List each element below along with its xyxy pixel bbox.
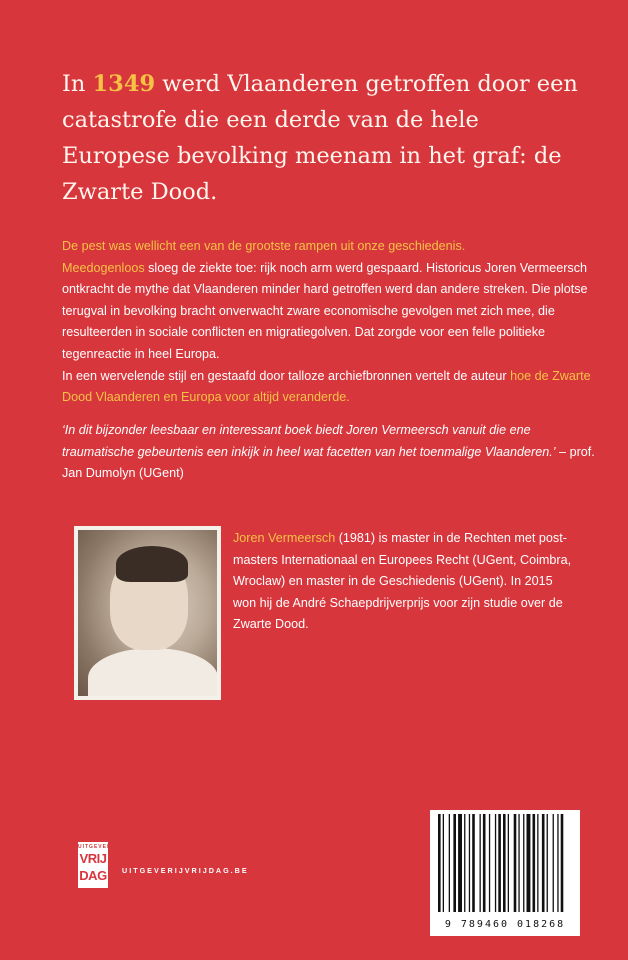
barcode-bar xyxy=(449,814,450,912)
barcode-bar xyxy=(498,814,501,912)
blurb-sentence-3: In een wervelende stijl en gestaafd door talloze archiefbronnen vertelt de auteur xyxy=(62,368,511,383)
barcode-bar xyxy=(489,814,490,912)
barcode-bars xyxy=(438,814,572,912)
barcode-bar xyxy=(523,814,524,912)
barcode-bar xyxy=(547,814,548,912)
barcode-bar xyxy=(458,814,462,912)
barcode-bar xyxy=(495,814,496,912)
barcode-bar xyxy=(453,814,456,912)
blurb-highlight-word: Meedogenloos xyxy=(62,260,145,275)
quote-attribution: – prof. Jan Dumolyn (UGent) xyxy=(62,444,595,481)
barcode-bar xyxy=(537,814,538,912)
isbn-barcode xyxy=(430,810,580,936)
barcode-bar xyxy=(438,814,441,912)
barcode-bar xyxy=(533,814,536,912)
barcode-bar xyxy=(518,814,519,912)
intro-prefix: In xyxy=(62,71,93,97)
barcode-bar xyxy=(469,814,470,912)
author-name: Joren Vermeersch xyxy=(233,531,336,545)
barcode-bar xyxy=(527,814,531,912)
review-quote xyxy=(62,420,602,485)
barcode-bar xyxy=(480,814,481,912)
author-bio xyxy=(233,528,573,636)
author-shoulders xyxy=(88,648,217,696)
blurb-sentence-1: De pest was wellicht een van de grootste rampen uit onze geschiedenis. xyxy=(62,239,466,253)
logo-top-text: UITGEVERIJ xyxy=(78,844,118,850)
quote-text: ‘In dit bijzonder leesbaar en interessant boek biedt Joren Vermeersch vanuit die ene traumatische gebeurtenis een inkijk in heel wat facetten van het toenmalige Vlaanderen.’ xyxy=(62,423,556,459)
barcode-bar xyxy=(514,814,517,912)
barcode-bar xyxy=(443,814,444,912)
logo-line-1: VRIJ xyxy=(79,851,107,866)
publisher-logo xyxy=(78,842,118,888)
publisher-website: UITGEVERIJVRIJDAG.BE xyxy=(122,866,249,875)
barcode-bar xyxy=(561,814,564,912)
intro-rest: werd Vlaanderen getroffen door een catastrofe die een derde van de hele Europese bevolking meenam in het graf: de Zwarte Dood. xyxy=(62,71,578,205)
blurb-sentence-3-highlight: hoe de Zwarte Dood Vlaanderen en Europa voor altijd veranderde. xyxy=(62,368,591,405)
author-hair xyxy=(116,546,188,582)
intro-year: 1349 xyxy=(92,71,156,97)
logo-line-2: DAG xyxy=(79,868,107,883)
author-photo-frame xyxy=(74,526,221,700)
blurb-paragraph xyxy=(62,236,592,409)
blurb-sentence-2: sloeg de ziekte toe: rijk noch arm werd gespaard. Historicus Joren Vermeersch ontkracht de mythe dat Vlaanderen minder hard getroffen werd dan andere streken. Die plotse terugval in bevolking bracht onverwacht zware economische gevolgen met zich mee, die resulteerden in sociale conflicten en migratiegolven. Dat zorgde voor een felle politieke tegenreactie in heel Europa. xyxy=(62,260,588,361)
author-photo xyxy=(78,530,217,696)
barcode-bar xyxy=(464,814,465,912)
barcode-bar xyxy=(503,814,506,912)
barcode-bar xyxy=(472,814,475,912)
barcode-bar xyxy=(508,814,509,912)
barcode-bar xyxy=(483,814,486,912)
barcode-bar xyxy=(542,814,545,912)
barcode-number: 9 789460 018268 xyxy=(444,919,566,930)
barcode-bar xyxy=(557,814,558,912)
intro-paragraph xyxy=(62,66,582,210)
barcode-bar xyxy=(553,814,554,912)
author-bio-text: (1981) is master in de Rechten met post-masters Internationaal en Europees Recht (UGent, Coimbra, Wroclaw) en master in de Geschiedenis (UGent). In 2015 won hij de André Schaepdrijverprijs voor zijn studie over de Zwarte Dood. xyxy=(233,531,572,632)
